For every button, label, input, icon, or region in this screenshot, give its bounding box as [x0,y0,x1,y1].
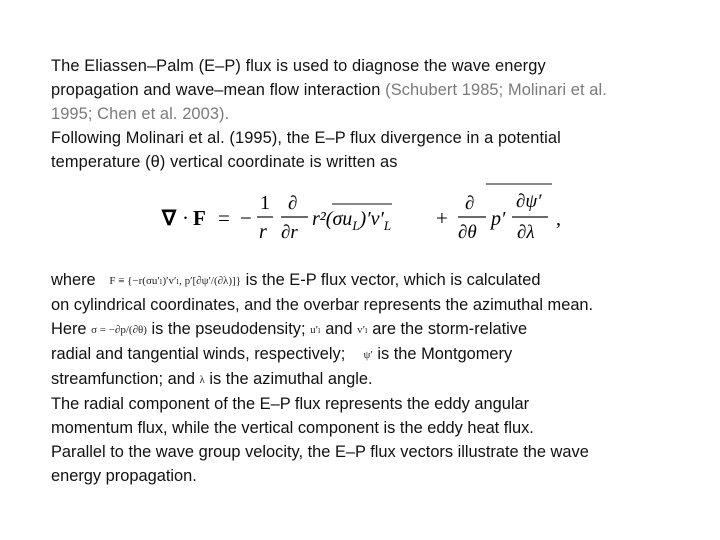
flux-vector-F: F [193,206,206,230]
intro-line-2-text: propagation and wave–mean flow interaction [51,81,386,99]
intro-line-2 [51,78,691,102]
lambda-description: is the azimuthal angle. [204,370,373,388]
def-line-2: on cylindrical coordinates, and the overbar represents the azimuthal mean. [51,296,594,314]
def-line-4 [51,342,691,367]
where-word: where [51,271,96,289]
equals-sign: = [218,206,230,230]
fraction-2-denominator: ∂r [281,222,298,243]
citation-continued: 1995; Chen et al. 2003). [51,105,230,123]
intro-paragraph [51,54,691,174]
radial-wind-symbol: u′ₗ [310,324,321,336]
fraction-4-numerator: ∂ψ′ [516,191,542,212]
def-line-1 [51,268,691,293]
equation-comma: , [556,208,561,230]
fraction-3-denominator: ∂θ [458,222,477,243]
fraction-3-numerator: ∂ [465,193,475,214]
pseudodensity-description: is the pseudodensity; [146,320,311,338]
minus-sign: − [240,206,252,230]
tangential-wind-symbol: v′ₗ [357,324,368,336]
intro-line-4: Following Molinari et al. (1995), the E–P flux divergence in a potential [51,129,561,147]
plus-sign: + [436,206,448,230]
dot-operator: · [182,206,189,230]
intro-line-1: The Eliassen–Palm (E–P) flux is used to diagnose the wave energy [51,57,546,75]
fraction-1-numerator: 1 [260,192,270,214]
def-line-9: energy propagation. [51,467,197,485]
flux-vector-definition: F ≡ {−r(σu′ₗ)′v′ₗ, p′[∂ψ′/(∂λ)]} [109,275,242,287]
def-line-3 [51,317,691,342]
streamfunction-word: streamfunction; and [51,370,200,388]
definitions-paragraph [51,268,691,488]
pressure-perturbation: p′ [491,208,506,230]
ep-flux-divergence-equation [160,181,580,259]
here-word: Here [51,320,92,338]
intro-line-5: temperature (θ) vertical coordinate is written as [51,153,398,171]
def-line-6: The radial component of the E–P flux represents the eddy angular [51,395,530,413]
nabla-symbol: ∇ [162,206,177,230]
fraction-1-denominator: r [259,221,267,243]
def-line-8: Parallel to the wave group velocity, the E–P flux vectors illustrate the wave [51,443,589,461]
fraction-4-denominator: ∂λ [517,222,535,243]
streamfunction-description: is the Montgomery [372,345,513,363]
flux-vector-description: is the E-P flux vector, which is calculated [241,271,541,289]
winds-description: are the storm-relative [367,320,528,338]
term1-main: $r^2(\sigma u_L)'v'_L$ [312,208,392,233]
pseudodensity-definition: σ = −∂p/(∂θ) [91,324,147,336]
winds-continued: radial and tangential winds, respectively; [51,345,350,363]
lambda-symbol: λ [199,374,205,386]
def-line-7: momentum flux, while the vertical component is the eddy heat flux. [51,419,534,437]
and-word: and [320,320,358,338]
def-line-5 [51,367,691,392]
fraction-2-numerator: ∂ [288,193,298,214]
streamfunction-symbol: ψ′ [363,349,373,361]
citation: (Schubert 1985; Molinari et al. [385,81,607,99]
